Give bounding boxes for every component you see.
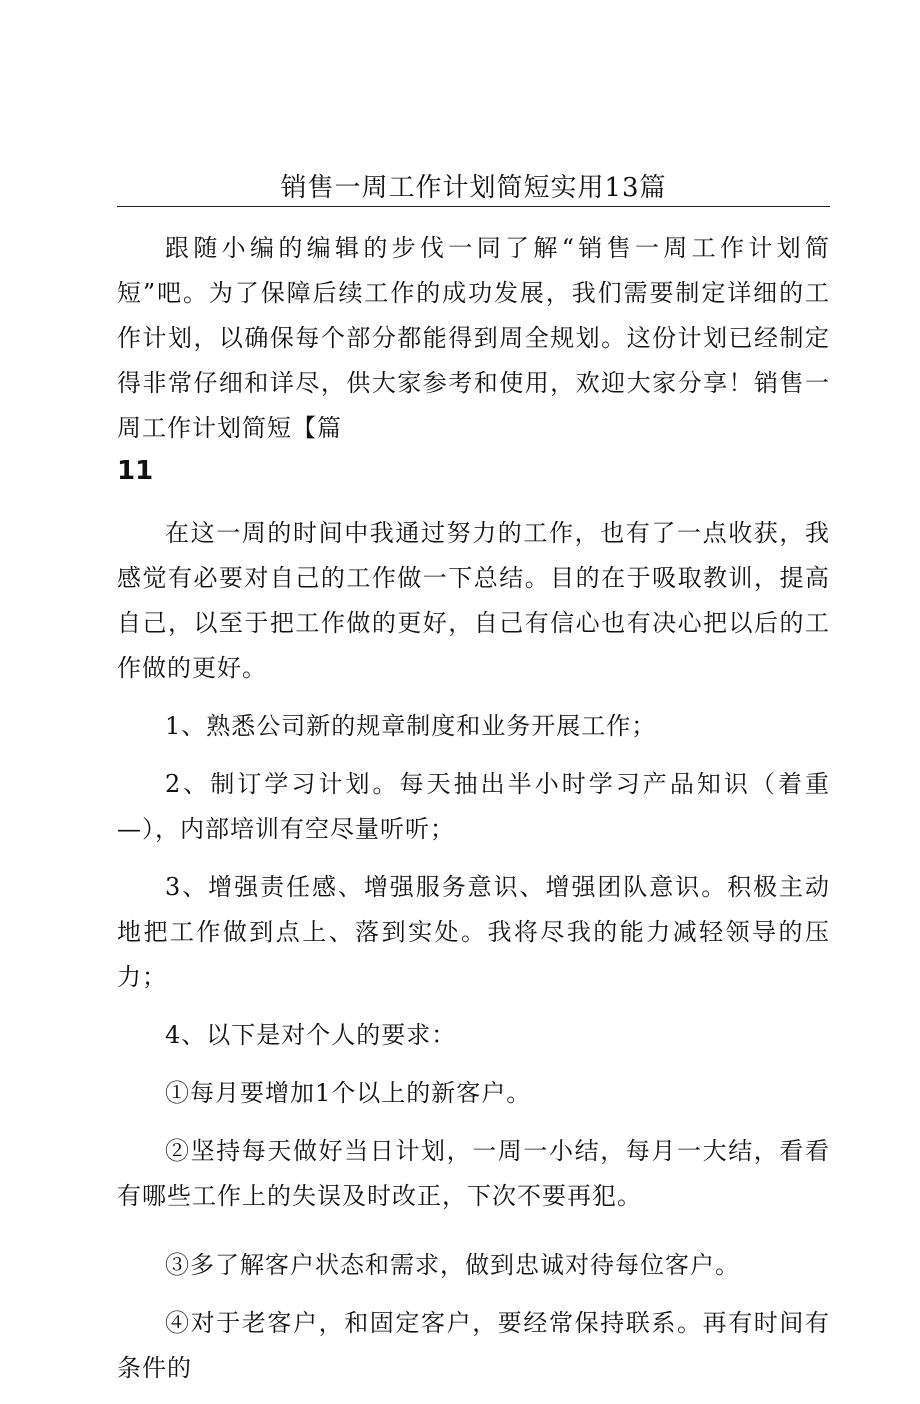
list-item: 2、制订学习计划。每天抽出半小时学习产品知识（着重—），内部培训有空尽量听听； bbox=[117, 770, 830, 843]
body-paragraph: 在这一周的时间中我通过努力的工作，也有了一点收获，我感觉有必要对自己的工作做一下总结。目的在于吸取教训，提高自己，以至于把工作做的更好，自己有信心也有决心把以后的工作做的更好。 bbox=[117, 519, 830, 682]
title-underline bbox=[117, 206, 830, 207]
requirement-item: ①每月要增加1个以上的新客户。 bbox=[165, 1079, 532, 1107]
document-body bbox=[117, 226, 830, 1404]
list-item: 3、增强责任感、增强服务意识、增强团队意识。积极主动地把工作做到点上、落到实处。我将尽我的能力减轻领导的压力； bbox=[117, 873, 830, 991]
requirement-item: ③多了解客户状态和需求，做到忠诚对待每位客户。 bbox=[165, 1251, 740, 1279]
list-item: 1、熟悉公司新的规章制度和业务开展工作； bbox=[165, 712, 657, 740]
list-item: 4、以下是对个人的要求： bbox=[165, 1021, 457, 1049]
section-number: 11 bbox=[117, 456, 154, 486]
requirement-item: ②坚持每天做好当日计划，一周一小结，每月一大结，看看有哪些工作上的失误及时改正，下次不要再犯。 bbox=[117, 1137, 830, 1210]
requirement-item: ④对于老客户，和固定客户，要经常保持联系。再有时间有条件的 bbox=[117, 1309, 830, 1382]
document-title: 销售一周工作计划简短实用13篇 bbox=[280, 173, 667, 203]
intro-paragraph: 跟随小编的编辑的步伐一同了解“销售一周工作计划简短”吧。为了保障后续工作的成功发展，我们需要制定详细的工作计划，以确保每个部分都能得到周全规划。这份计划已经制定得非常仔细和详尽，供大家参考和使用，欢迎大家分享！销售一周工作计划简短【篇 bbox=[117, 234, 830, 442]
